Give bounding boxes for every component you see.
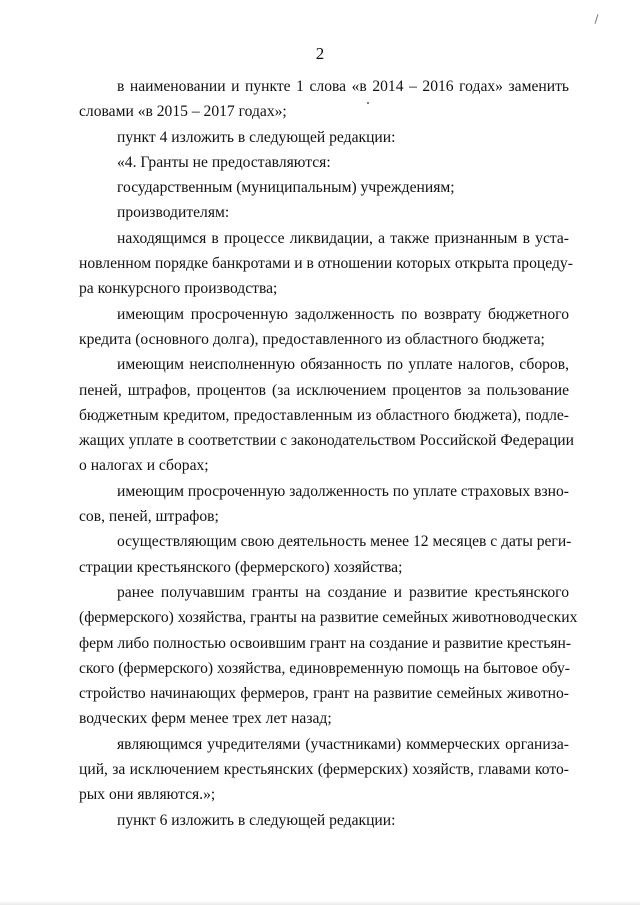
text-line: находящимся в процессе ликвидации, а также признанным в уста-: [117, 229, 569, 247]
scan-mark: [594, 14, 598, 24]
scan-edge: [0, 901, 640, 905]
text-line: ферм либо полностью освоившим грант на создание и развитие крестьян-: [79, 634, 572, 652]
text-line: в наименовании и пункте 1 слова «в 2014 – 2016 годах» заменить: [117, 78, 569, 95]
text-line: (фермерского) хозяйства, гранты на развитие семейных животноводческих: [79, 609, 578, 627]
text-line: стройство начинающих фермеров, грант на развитие семейных животно-: [79, 685, 569, 703]
text-line: ций, за исключением крестьянских (фермерских) хозяйств, главами кото-: [79, 761, 569, 779]
text-line: имеющим неисполненную обязанность по уплате налогов, сборов,: [117, 356, 569, 374]
text-line: ранее получавшим гранты на создание и развитие крестьянского: [117, 583, 569, 601]
text-line: новленном порядке банкротами и в отношении которых открыта процеду-: [79, 255, 573, 273]
document-body: [79, 74, 578, 833]
text-line: ского (фермерского) хозяйства, единовременную помощь на бытовое обу-: [79, 659, 570, 677]
text-line: словами «в 2015 – 2017 годах»;: [79, 103, 287, 121]
text-line: страции крестьянского (фермерского) хозяйства;: [79, 558, 403, 576]
text-line: водческих ферм менее трех лет назад;: [79, 710, 332, 728]
page-number: 2: [315, 44, 325, 63]
text-line: ра конкурсного производства;: [79, 280, 278, 298]
text-line: сов, пеней, штрафов;: [79, 508, 219, 526]
text-line: «4. Гранты не предоставляются:: [117, 153, 331, 171]
text-line: жащих уплате в соответствии с законодательством Российской Федерации: [79, 432, 574, 450]
text-line: производителям:: [117, 204, 230, 222]
text-line: имеющим просроченную задолженность по возврату бюджетного: [117, 305, 569, 323]
text-line: бюджетным кредитом, предоставленным из областного бюджета), подле-: [79, 406, 569, 424]
text-line: пеней, штрафов, процентов (за исключением процентов за пользование: [79, 381, 569, 399]
text-line: пункт 4 изложить в следующей редакции:: [117, 128, 396, 146]
text-line: кредита (основного долга), предоставленного из областного бюджета;: [79, 330, 545, 348]
text-line: государственным (муниципальным) учреждениям;: [117, 179, 455, 197]
text-line: являющимся учредителями (участниками) коммерческих организа-: [117, 735, 569, 753]
text-line: осуществляющим свою деятельность менее 12 месяцев с даты реги-: [117, 533, 572, 551]
text-line: рых они являются.»;: [79, 786, 216, 804]
text-line: пункт 6 изложить в следующей редакции:: [117, 811, 396, 829]
text-line: о налогах и сборах;: [79, 457, 209, 475]
text-line: имеющим просроченную задолженность по уплате страховых взно-: [117, 482, 569, 500]
